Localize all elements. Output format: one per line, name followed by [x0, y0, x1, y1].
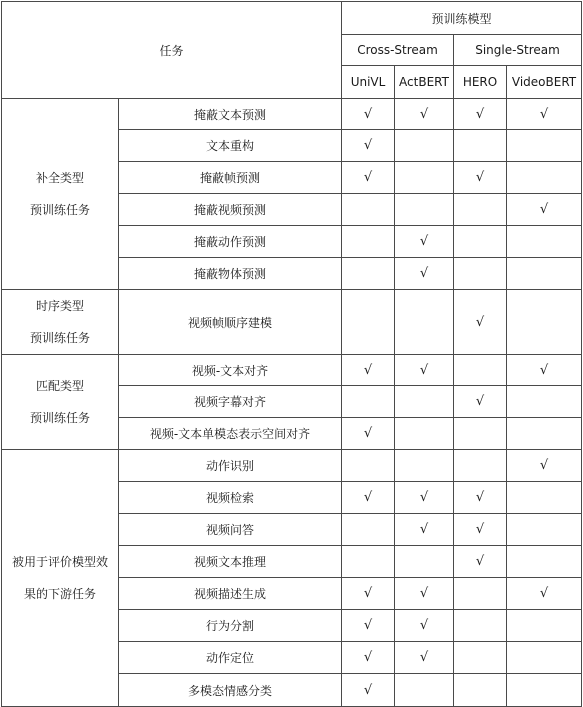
task-cell: 掩蔽动作预测	[119, 226, 342, 258]
table-row	[2, 355, 582, 386]
checkmark-cell: √	[454, 99, 507, 130]
checkmark-cell	[507, 482, 582, 514]
checkmark-cell	[507, 226, 582, 258]
checkmark-cell: √	[454, 482, 507, 514]
checkmark-cell	[395, 386, 454, 418]
checkmark-cell	[454, 355, 507, 386]
category-label-line: 预训练任务	[29, 203, 90, 217]
checkmark-cell: √	[342, 482, 395, 514]
model-header-hero: HERO	[454, 66, 507, 99]
checkmark-cell	[454, 130, 507, 162]
checkmark-cell: √	[395, 482, 454, 514]
category-label-line: 补全类型	[35, 171, 84, 185]
task-cell: 掩蔽视频预测	[119, 194, 342, 226]
task-cell: 动作定位	[119, 642, 342, 674]
checkmark-cell: √	[454, 546, 507, 578]
checkmark-cell	[395, 546, 454, 578]
single-stream-header: Single-Stream	[454, 35, 582, 66]
checkmark-cell	[507, 162, 582, 194]
category-label-line: 预训练任务	[29, 411, 90, 425]
checkmark-cell	[454, 674, 507, 707]
checkmark-cell	[342, 450, 395, 482]
checkmark-cell: √	[342, 355, 395, 386]
checkmark-cell	[454, 450, 507, 482]
checkmark-cell	[395, 418, 454, 450]
model-header-univl: UniVL	[342, 66, 395, 99]
table-row	[2, 99, 582, 130]
category-label-line: 预训练任务	[29, 331, 90, 345]
checkmark-cell	[507, 642, 582, 674]
checkmark-cell: √	[395, 226, 454, 258]
checkmark-cell: √	[342, 130, 395, 162]
table-row	[2, 290, 582, 355]
checkmark-cell: √	[395, 258, 454, 290]
task-cell: 多模态情感分类	[119, 674, 342, 707]
checkmark-cell: √	[507, 450, 582, 482]
checkmark-cell	[507, 418, 582, 450]
category-label-line: 时序类型	[35, 299, 84, 313]
checkmark-cell	[342, 546, 395, 578]
checkmark-cell: √	[507, 194, 582, 226]
checkmark-cell	[507, 610, 582, 642]
checkmark-cell	[395, 162, 454, 194]
table-row	[2, 450, 582, 482]
comparison-table	[1, 1, 582, 707]
checkmark-cell: √	[507, 99, 582, 130]
task-cell: 视频文本推理	[119, 546, 342, 578]
task-cell: 行为分割	[119, 610, 342, 642]
task-cell: 视频问答	[119, 514, 342, 546]
category-label-line: 果的下游任务	[23, 587, 96, 601]
checkmark-cell: √	[507, 355, 582, 386]
model-header-actbert: ActBERT	[395, 66, 454, 99]
checkmark-cell: √	[342, 578, 395, 610]
checkmark-cell	[454, 258, 507, 290]
checkmark-cell: √	[395, 610, 454, 642]
checkmark-cell	[342, 290, 395, 355]
checkmark-cell: √	[395, 642, 454, 674]
checkmark-cell	[395, 130, 454, 162]
checkmark-cell: √	[342, 99, 395, 130]
checkmark-cell	[454, 194, 507, 226]
task-cell: 视频-文本对齐	[119, 355, 342, 386]
task-cell: 掩蔽物体预测	[119, 258, 342, 290]
task-cell: 视频检索	[119, 482, 342, 514]
checkmark-cell: √	[342, 642, 395, 674]
checkmark-cell	[507, 386, 582, 418]
category-label	[2, 355, 119, 450]
task-cell: 视频-文本单模态表示空间对齐	[119, 418, 342, 450]
category-label	[2, 450, 119, 707]
checkmark-cell	[342, 258, 395, 290]
checkmark-cell	[454, 418, 507, 450]
checkmark-cell	[507, 130, 582, 162]
checkmark-cell: √	[507, 578, 582, 610]
checkmark-cell	[507, 258, 582, 290]
checkmark-cell	[395, 450, 454, 482]
checkmark-cell: √	[454, 514, 507, 546]
checkmark-cell	[454, 642, 507, 674]
category-label-line: 匹配类型	[35, 379, 84, 393]
checkmark-cell: √	[395, 514, 454, 546]
checkmark-cell: √	[342, 162, 395, 194]
category-label	[2, 99, 119, 290]
task-cell: 视频字幕对齐	[119, 386, 342, 418]
table-body	[2, 99, 582, 707]
task-cell: 视频帧顺序建模	[119, 290, 342, 355]
checkmark-cell	[454, 610, 507, 642]
checkmark-cell: √	[454, 162, 507, 194]
checkmark-cell	[454, 226, 507, 258]
task-cell: 视频描述生成	[119, 578, 342, 610]
checkmark-cell	[454, 578, 507, 610]
checkmark-cell	[342, 386, 395, 418]
model-header-videobert: VideoBERT	[507, 66, 582, 99]
checkmark-cell	[507, 546, 582, 578]
checkmark-cell: √	[454, 290, 507, 355]
category-label-line: 被用于评价模型效	[11, 555, 108, 569]
checkmark-cell: √	[342, 610, 395, 642]
checkmark-cell	[395, 290, 454, 355]
checkmark-cell	[342, 194, 395, 226]
checkmark-cell	[342, 514, 395, 546]
checkmark-cell: √	[395, 355, 454, 386]
checkmark-cell: √	[395, 578, 454, 610]
task-column-header: 任务	[2, 2, 342, 99]
cross-stream-header: Cross-Stream	[342, 35, 454, 66]
task-cell: 动作识别	[119, 450, 342, 482]
checkmark-cell	[395, 674, 454, 707]
checkmark-cell	[342, 226, 395, 258]
category-label	[2, 290, 119, 355]
checkmark-cell	[395, 194, 454, 226]
task-cell: 掩蔽文本预测	[119, 99, 342, 130]
checkmark-cell: √	[454, 386, 507, 418]
pretrained-models-header: 预训练模型	[342, 2, 582, 35]
task-cell: 文本重构	[119, 130, 342, 162]
checkmark-cell	[507, 290, 582, 355]
task-cell: 掩蔽帧预测	[119, 162, 342, 194]
checkmark-cell	[507, 674, 582, 707]
checkmark-cell: √	[342, 418, 395, 450]
checkmark-cell: √	[395, 99, 454, 130]
checkmark-cell	[507, 514, 582, 546]
checkmark-cell: √	[342, 674, 395, 707]
